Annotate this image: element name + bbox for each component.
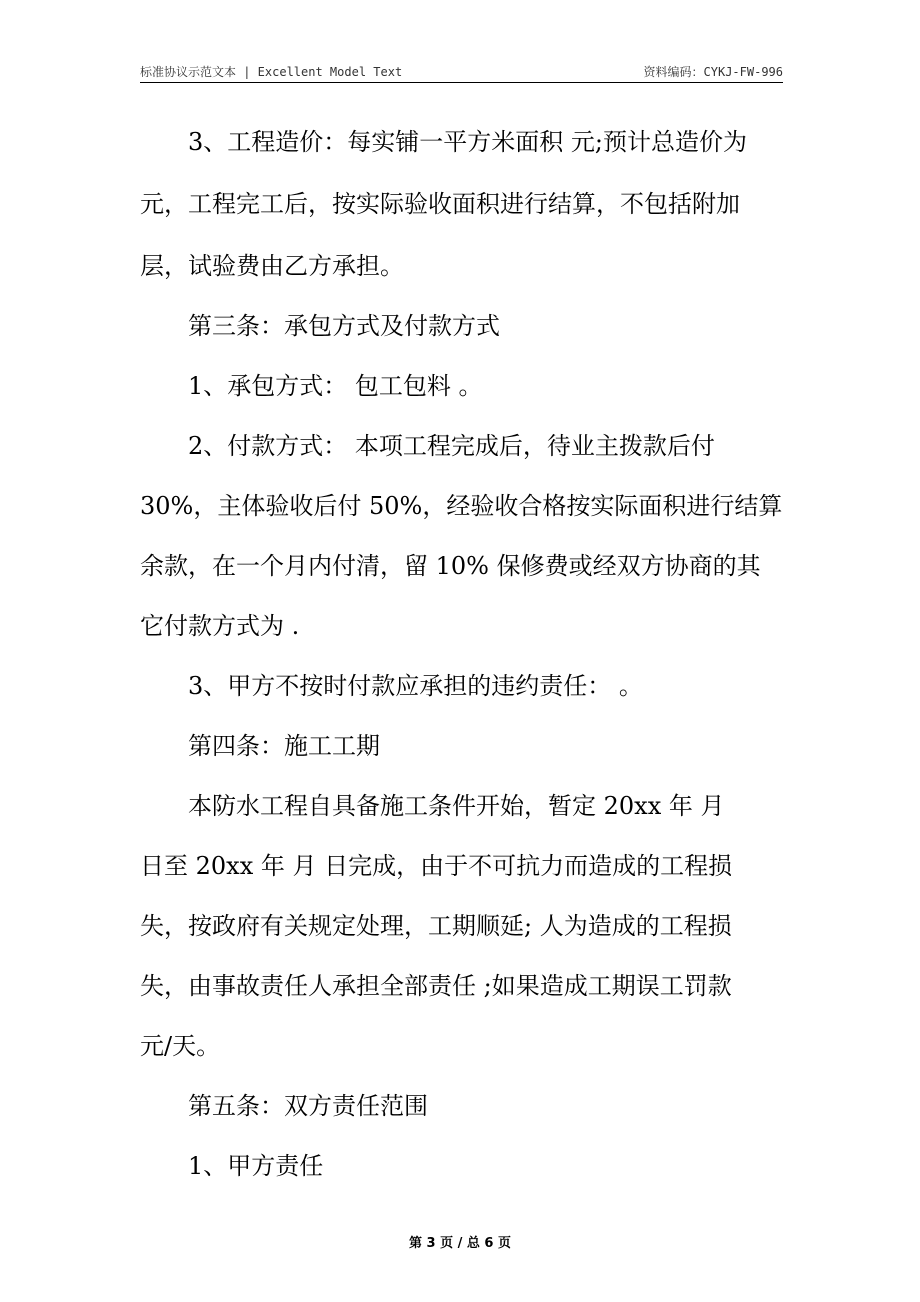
page-number: 第 3 页 / 总 6 页 xyxy=(409,1236,511,1251)
paragraph-line: 失，按政府有关规定处理，工期顺延; 人为造成的工程损 xyxy=(140,912,732,940)
section-heading: 第三条：承包方式及付款方式 xyxy=(188,312,500,340)
page-header xyxy=(140,60,783,83)
paragraph-line: 3、工程造价：每实铺一平方米面积 元;预计总造价为 xyxy=(188,128,747,156)
paragraph-line: 余款，在一个月内付清，留 10% 保修费或经双方协商的其 xyxy=(140,552,761,580)
header-doc-code: 资料编码：CYKJ-FW-996 xyxy=(643,65,783,79)
paragraph-line: 失，由事故责任人承担全部责任 ;如果造成工期误工罚款 xyxy=(140,972,732,1000)
paragraph-line: 日至 20xx 年 月 日完成，由于不可抗力而造成的工程损 xyxy=(140,852,733,880)
paragraph-line: 元/天。 xyxy=(140,1032,221,1060)
paragraph-line: 层，试验费由乙方承担。 xyxy=(140,252,404,280)
paragraph-line: 本防水工程自具备施工条件开始，暂定 20xx 年 月 xyxy=(188,792,725,820)
paragraph-line: 1、甲方责任 xyxy=(188,1152,324,1180)
section-heading: 第五条：双方责任范围 xyxy=(188,1092,428,1120)
paragraph-line: 30%，主体验收后付 50%，经验收合格按实际面积进行结算 xyxy=(140,492,783,520)
paragraph-line: 3、甲方不按时付款应承担的违约责任： 。 xyxy=(188,672,643,700)
paragraph-line: 1、承包方式： 包工包料 。 xyxy=(188,372,483,400)
header-title: 标准协议示范文本 | Excellent Model Text xyxy=(140,65,403,79)
section-heading: 第四条：施工工期 xyxy=(188,732,380,760)
paragraph-line: 2、付款方式： 本项工程完成后，待业主拨款后付 xyxy=(188,432,715,460)
paragraph-line: 元，工程完工后，按实际验收面积进行结算，不包括附加 xyxy=(140,190,740,218)
paragraph-line: 它付款方式为 . xyxy=(140,612,300,640)
